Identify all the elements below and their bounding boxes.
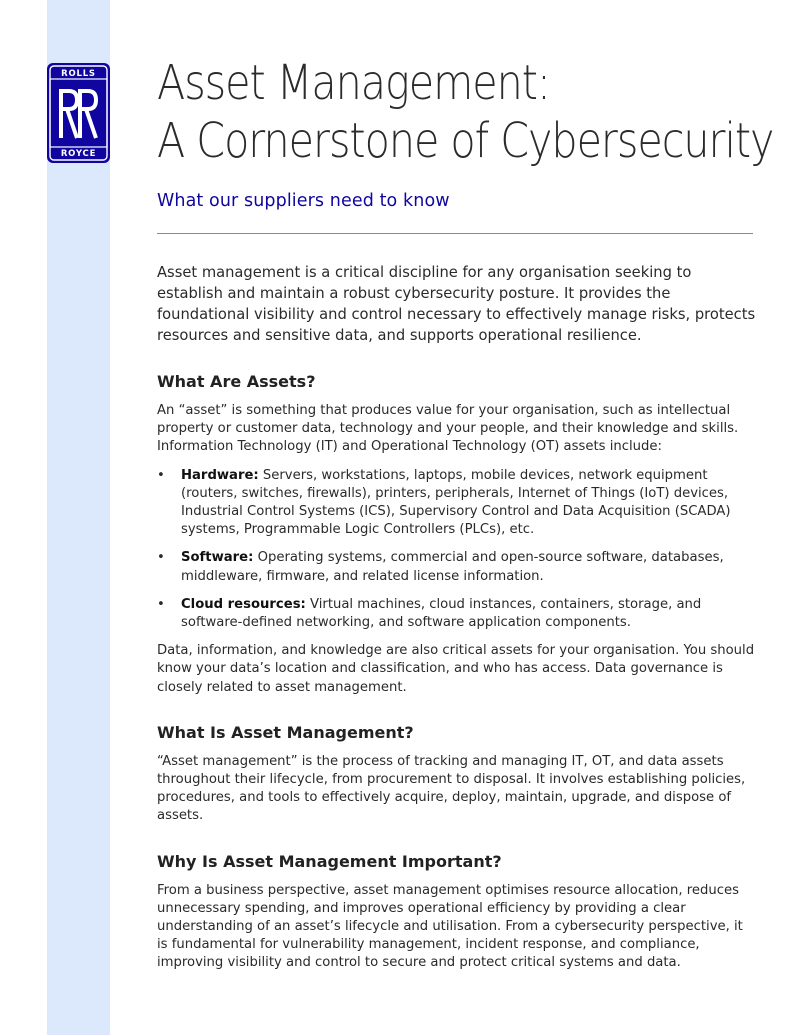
list-item-term: Cloud resources: xyxy=(181,596,306,612)
list-item-text: Virtual machines, cloud instances, containers, storage, and software-defined networking, and software application components. xyxy=(181,596,702,631)
list-item-text: Operating systems, commercial and open-source software, databases, middleware, firmware, and related license information. xyxy=(181,550,724,584)
logo-bottom-text: ROYCE xyxy=(60,149,97,159)
list-item-text: Servers, workstations, laptops, mobile devices, network equipment (routers, switches, firewalls), printers, peripherals, Internet of Things (IoT) devices, Industrial Control Systems (ICS), Supervisory Control and Data Acquisition (SCADA) systems, Programmable Logic Controllers (PLCs), etc. xyxy=(181,467,731,538)
asset-type-list xyxy=(157,467,757,633)
list-item-hardware xyxy=(157,467,757,540)
logo-top-text: ROLLS xyxy=(61,69,96,79)
section-heading: What Is Asset Management? xyxy=(157,722,414,742)
document-body xyxy=(157,262,757,983)
header-divider xyxy=(157,233,753,234)
list-item-software xyxy=(157,549,757,585)
section-why-important xyxy=(157,852,757,973)
section-what-is-asset-management xyxy=(157,723,757,826)
section-what-are-assets xyxy=(157,372,757,697)
list-item-term: Software: xyxy=(181,550,254,566)
rolls-royce-logo xyxy=(47,63,110,163)
list-item-cloud xyxy=(157,596,757,632)
page-title xyxy=(157,54,773,170)
paragraph: From a business perspective, asset management optimises resource allocation, reduces unnecessary spending, and improves operational efficiency by providing a clear understanding of an asset’s lifecycle and utilisation. From a cybersecurity perspective, it is fundamental for vulnerability management, incident response, and compliance, improving visibility and control to secure and protect critical systems and data. xyxy=(157,882,743,971)
subtitle: What our suppliers need to know xyxy=(157,191,450,211)
list-item-term: Hardware: xyxy=(181,467,259,483)
title-line-1: Asset Management: xyxy=(157,55,550,111)
intro-paragraph: Asset management is a critical discipline for any organisation seeking to establish and maintain a robust cybersecurity posture. It provides the foundational visibility and control necessary to effectively manage risks, protects resources and sensitive data, and supports operational resilience. xyxy=(157,264,756,344)
paragraph: Data, information, and knowledge are also critical assets for your organisation. You should know your data’s location and classification, and who has access. Data governance is closely related to asset management. xyxy=(157,643,755,695)
section-heading: What Are Assets? xyxy=(157,372,316,391)
paragraph: “Asset management” is the process of tracking and managing IT, OT, and data assets throughout their lifecycle, from procurement to disposal. It involves establishing policies, procedures, and tools to effectively acquire, deploy, maintain, upgrade, and dispose of assets. xyxy=(157,753,746,824)
section-heading: Why Is Asset Management Important? xyxy=(157,851,502,871)
paragraph: An “asset” is something that produces value for your organisation, such as intellectual property or customer data, technology and your people, and their knowledge and skills. Information Technology (IT) and Operational Technology (OT) assets include: xyxy=(157,403,739,455)
title-line-2: A Cornerstone of Cybersecurity xyxy=(157,113,774,169)
